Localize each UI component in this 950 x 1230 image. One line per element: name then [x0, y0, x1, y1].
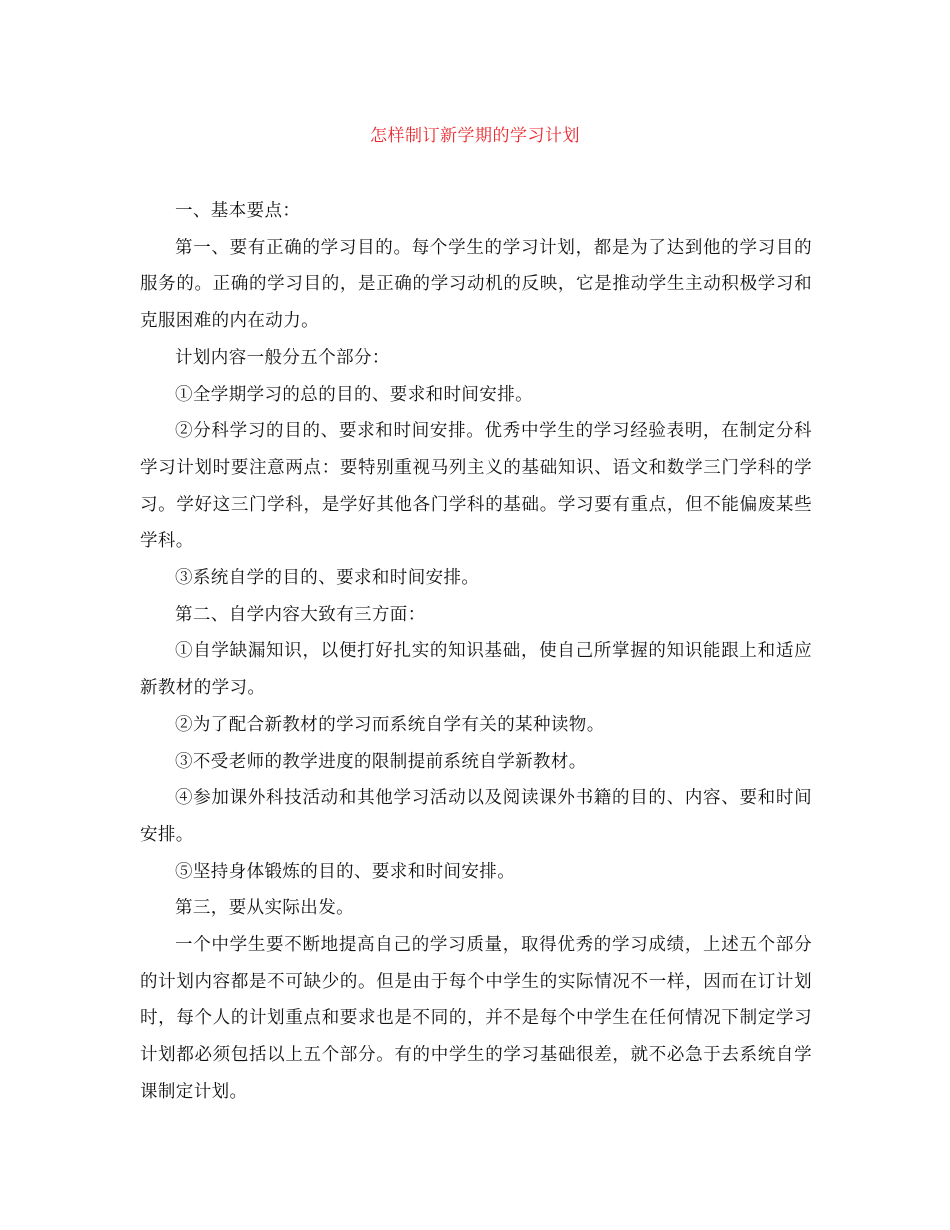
- document-title: 怎样制订新学期的学习计划: [370, 126, 580, 146]
- paragraph-list-item: ③不受老师的教学进度的限制提前系统自学新教材。: [175, 751, 587, 772]
- paragraph-second-point: 第二、自学内容大致有三方面：: [175, 604, 426, 625]
- paragraph-third-point: 第三，要从实际出发。: [175, 898, 354, 919]
- paragraph-plan-parts: 计划内容一般分五个部分：: [175, 347, 390, 368]
- document-body: [140, 193, 812, 1111]
- paragraph-conclusion: 一个中学生要不断地提高自己的学习质量，取得优秀的学习成绩，上述五个部分的计划内容都是不可缺少的。但是由于每个中学生的实际情况不一样，因而在订计划时，每个人的计划重点和要求也是不同的，并不是每个中学生在任何情况下制定学习计划都必须包括以上五个部分。有的中学生的学习基础很差，就不必急于去系统自学课制定计划。: [140, 935, 812, 1102]
- paragraph-first-point: 第一、要有正确的学习目的。每个学生的学习计划，都是为了达到他的学习目的服务的。正确的学习目的，是正确的学习动机的反映，它是推动学生主动积极学习和克服困难的内在动力。: [140, 237, 812, 332]
- paragraph-list-item: ③系统自学的目的、要求和时间安排。: [175, 568, 480, 589]
- paragraph-list-item: ②为了配合新教材的学习而系统自学有关的某种读物。: [175, 714, 605, 735]
- paragraph-list-item: ①全学期学习的总的目的、要求和时间安排。: [175, 384, 533, 405]
- paragraph-list-item: ④参加课外科技活动和其他学习活动以及阅读课外书籍的目的、内容、要和时间安排。: [140, 788, 812, 845]
- paragraph-basic-points: 一、基本要点：: [175, 201, 301, 221]
- paragraph-list-item: ①自学缺漏知识，以便打好扎实的知识基础，使自己所掌握的知识能跟上和适应新教材的学习。: [140, 641, 812, 699]
- paragraph-list-item: ②分科学习的目的、要求和时间安排。优秀中学生的学习经验表明，在制定分科学习计划时要注意两点：要特别重视马列主义的基础知识、语文和数学三门学科的学习。学好这三门学科，是学好其他各门学科的基础。学习要有重点，但不能偏废某些学科。: [140, 421, 812, 552]
- paragraph-list-item: ⑤坚持身体锻炼的目的、要求和时间安排。: [175, 861, 516, 882]
